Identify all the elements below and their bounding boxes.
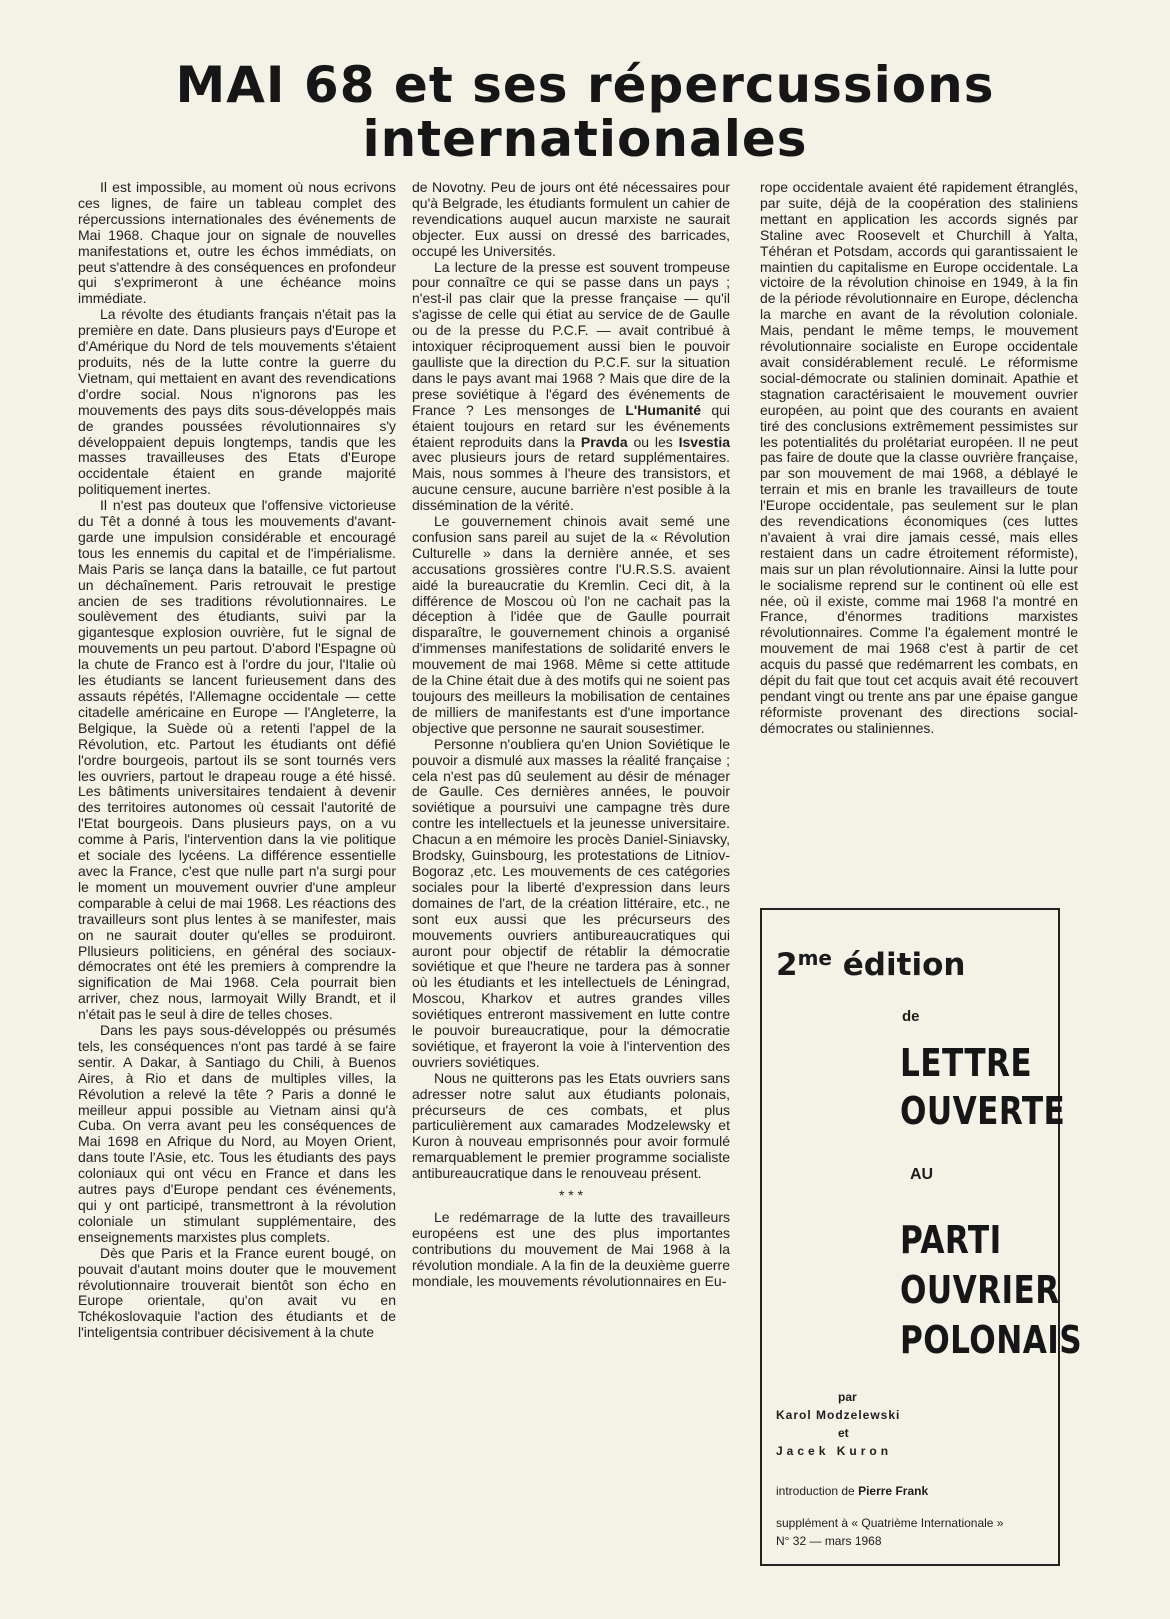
- paragraph: La révolte des étudiants français n'était pas la première en date. Dans plusieurs pays d'Europe et d'Amérique du Nord de tels mouvements s'étaient produits, nés de la lutte contre la guerre du Vietnam, qui mettaient en avant des revendications d'ordre social. Nous n'ignorons pas les mouvements des pays dits sous-développés mais de grandes poussées révolutionnaires s'y développaient depuis longtemps, tandis que les masses travailleuses des Etats d'Europe occidentale étaient en grande majorité politiquement inertes.: [78, 306, 396, 498]
- column-3: [760, 180, 1078, 737]
- text: qui étaient toujours en retard sur les événements étaient reproduits dans la: [412, 401, 730, 450]
- text: ou les: [633, 433, 673, 450]
- book-title-line: LETTRE: [900, 1041, 1033, 1085]
- connector-word: de: [902, 1008, 920, 1025]
- paragraph: de Novotny. Peu de jours ont été nécessaires pour qu'à Belgrade, les étudiants formulent un cahier de revendications auquel aucun marxiste ne saurait objecter. Eux aussi on dressé des barricades, occupé les Universités.: [412, 179, 730, 259]
- paragraph: Il est impossible, au moment où nous ecrivons ces lignes, de faire un tableau complet des répercussions internationales des événements de Mai 1968. Chaque jour on signale de nouvelles manifestations et, outre les échos immédiats, on peut s'attendre à des conséquences en profondeur qui s'exprimeront à une échéance moins immédiate.: [78, 179, 396, 307]
- edition-suffix: me: [797, 946, 832, 970]
- intro-label: introduction de: [776, 1484, 855, 1498]
- paragraph: [412, 260, 730, 515]
- newspaper-name: Isvestia: [678, 433, 730, 450]
- book-title-line: OUVERTE: [900, 1089, 1066, 1133]
- article-title: [60, 58, 1110, 166]
- paragraph: Le redémarrage de la lutte des travailleurs européens est une des plus importantes contributions du mouvement de Mai 1968 à la révolution mondiale. A la fin de la deuxième guerre mondiale, les mouvements révolutionnaires en Eu-: [412, 1209, 730, 1289]
- advertisement-box: [760, 908, 1083, 1566]
- issue-number: N° 32 — mars 1968: [776, 1534, 882, 1548]
- paragraph: Le gouvernement chinois avait semé une confusion sans pareil au sujet de la « Révolution Culturelle » dans la dernière année, et ses accusations grossières contre l'U.R.S.S. avaient aidé la bureaucratie du Kremlin. Ceci dit, à la différence de Moscou où l'on ne cachait pas la déception à l'idée que de Gaulle pourrait disparaître, le gouvernement chinois a organisé d'immenses manifestations de solidarité envers le mouvement de mai 1968. Même si cette attitude de la Chine était due à des motifs qui ne soient pas toujours des meilleurs la mobilisation de centaines de milliers de manifestants est d'une importance objective que personne ne saurait sousestimer.: [412, 513, 730, 736]
- text: avec plusieurs jours de retard supplémentaires. Mais, nous sommes à l'heure des transistors, et aucune censure, aucune barrière n'est posible à la dissémination de la vérité.: [412, 449, 730, 514]
- connector-word: AU: [910, 1166, 934, 1183]
- edition-heading: [776, 946, 965, 983]
- intro-author: Pierre Frank: [858, 1484, 929, 1498]
- supplement-note: supplément à « Quatrième Internationale »: [776, 1516, 1004, 1530]
- newspaper-name: L'Humanité: [625, 401, 702, 418]
- edition-word: édition: [842, 947, 966, 983]
- by-label: par: [838, 1390, 857, 1404]
- paragraph: rope occidentale avaient été rapidement étranglés, par suite, déjà de la coopération des staliniens mettant en application les accords signés par Staline avec Roosevelt et Churchill à Yalta, Téhéran et Potsdam, accords qui garantissaient le maintien du capitalisme en Europe occidentale. La victoire de la révolution chinoise en 1949, à la fin de la période révolutionnaire en Europe, déclencha la marche en avant de la révolution coloniale. Mais, pendant le même temps, le mouvement révolutionnaire socialiste en Europe occidentale avait considérablement reculé. Le réformisme social-démocrate ou stalinien dominait. Apathie et stagnation caractérisaient le mouvement ouvrier européen, au point que des courants en avaient tiré des conclusions extrêmement pessimistes sur les potentialités du prolétariat européen. Il ne peut pas faire de doute que la classe ouvrière française, par son mouvement de mai 1968, a déblayé le terrain et mis en branle les travailleurs de toute l'Europe occidentale, pas seulement sur le plan des revendications économiques (ces luttes n'avaient à vrai dire jamais cessé, mais elles restaient dans un cadre étroitement réformiste), mais sur un plan révolutionnaire. Ainsi la lutte pour le socialisme reprend sur le continent où elle est née, où il existe, comme mai 1968 l'a montré en France, d'énormes traditions marxistes révolutionnaires. Comme l'a également montré le mouvement de mai 1968 c'est à partir de cet acquis du passé que redémarrent les combats, en dépit du fait que tout cet acquis avait été recouvert pendant vingt ou trente ans par une épaise gangue réformiste provenant des directions social-démocrates ou staliniennes.: [760, 179, 1078, 736]
- column-2: [412, 180, 730, 1290]
- newspaper-name: Pravda: [580, 433, 628, 450]
- column-1: [78, 180, 396, 1341]
- paragraph: Nous ne quitterons pas les Etats ouvriers sans adresser notre salut aux étudiants polonais, précurseurs de ces combats, et plus particulièrement aux camarades Modzelewsky et Kuron à nouveau emprisonnés pour avoir formulé remarquablement le premier programme socialiste antibureaucratique dans le renouveau présent.: [412, 1069, 730, 1182]
- section-separator: * * *: [558, 1187, 584, 1204]
- paragraph: Dans les pays sous-développés ou présumés tels, les conséquences n'ont pas tardé à se faire sentir. A Dakar, à Santiago du Chili, à Buenos Aires, à Rio et dans de multiples villes, la Révolution a relevé la tête ? Paris a donné le meilleur appui possible au Vietnam ainsi qu'à Cuba. On verra avant peu les conséquences de Mai 1698 en Afrique du Nord, au Moyen Orient, dans toute l'Asie, etc. Tous les étudiants des pays coloniaux qui ont vécu en France et dans les autres pays d'Europe pendant ces événements, qui y ont participé, transmettront à la révolution coloniale un stimulant supplémentaire, des enseignements marxistes plus complets.: [78, 1022, 396, 1245]
- paragraph: Il n'est pas douteux que l'offensive victorieuse du Têt a donné à tous les mouvements d'avant-garde une impulsion considérable et encouragé tous les ennemis du capital et de l'impérialisme. Mais Paris se lança dans la bataille, ce fut partout un déchaînement. Paris retrouvait le prestige ancien de ses traditions révolutionnaires. Le soulèvement des étudiants, suivi par la gigantesque explosion ouvrière, fut le signal de mouvements un peu partout. D'abord l'Espagne où la chute de Franco est à l'ordre du jour, l'Italie où les étudiants se lancent furieusement dans des assauts répétés, l'Allemagne occidentale — cette citadelle américaine en Europe — l'Angleterre, la Belgique, la Suède où a retenti l'appel de la Révolution, etc. Partout les étudiants ont défié l'ordre bourgeois, partout ils se sont tournés vers les ouvriers, partout le drapeau rouge a été hissé. Les bâtiments universitaires tendaient à devenir des territoires autonomes où cessait l'autorité de l'Etat bourgeois. Dans plusieurs pays, on a vu comme à Paris, l'intervention dans la vie politique et sociale des lycéens. La différence essentielle avec la France, c'est que nulle part n'a surgi pour le moment un mouvement ouvrier d'une ampleur comparable à celui de mai 1968. Les réactions des travailleurs sont plus lentes à se manifester, mais on ne saurait douter qu'elles se produiront. Pllusieurs politiciens, en général des sociaux-démocrates ont été les premiers à comprendre la signification de Mai 1968. Cela pourrait bien arriver, chez nous, larmoyait Willy Brandt, et il n'était pas le seul à dire de telles choses.: [78, 497, 396, 1023]
- introduction-credit: [776, 1484, 928, 1498]
- author-name: Karol Modzelewski: [776, 1408, 901, 1422]
- paragraph: Personne n'oubliera qu'en Union Soviétique le pouvoir a dismulé aux masses la réalité française ; cela n'est pas dû seulement au désir de ménager de Gaulle. Ces dernières années, le pouvoir soviétique a poursuivi une campagne très dure contre les intellectuels et la jeunesse universitaire. Chacun a en mémoire les procès Daniel-Siniavsky, Brodsky, Guinsbourg, les protestations de Litniov-Bogoraz ,etc. Les mouvements de ces catégories sociales pour la liberté d'expression dans leurs domaines de l'art, de la création littéraire, etc., ne sont eux aussi que les précurseurs des mouvements ouvriers antibureaucratiques qui auront pour objectif de rétablir la démocratie soviétique et que l'heure ne tardera pas à sonner où les étudiants et les intellectuels de Léningrad, Moscou, Kharkov et autres grandes villes soviétiques entreront massivement en lutte contre le pouvoir bureaucratique, pour la démocratie soviétique, et frayeront la voie à l'intervention des ouvriers soviétiques.: [412, 735, 730, 1070]
- book-title-line: PARTI: [900, 1218, 1002, 1262]
- paragraph: Dès que Paris et la France eurent bougé, on pouvait d'autant moins douter que le mouvement révolutionnaire trouverait bientôt son écho en Europe orientale, qu'on avait vu en Tchékoslovaquie l'action des étudiants et de l'inteligentsia contribuer décisivement à la chute: [78, 1244, 396, 1341]
- edition-number: 2: [776, 947, 798, 983]
- book-title-line: POLONAIS: [900, 1318, 1083, 1362]
- author-name: Jacek Kuron: [776, 1444, 893, 1458]
- title-line-2: internationales: [362, 110, 808, 168]
- book-title-line: OUVRIER: [900, 1268, 1060, 1312]
- and-label: et: [838, 1426, 849, 1440]
- title-line-1: MAI 68 et ses répercussions: [175, 56, 995, 114]
- text: La lecture de la presse est souvent trompeuse pour connaître ce qui se passe dans un pays ; n'est-il pas clair que la presse française — qu'il s'agisse de celle qui étiat au service de de Gaulle ou de la presse du P.C.F. — avait contribué à intoxiquer réciproquement aussi bien le pouvoir gaulliste que la direction du P.C.F. sur la situation dans le pays avant mai 1968 ? Mais que dire de la prese soviétique à l'égard des événements de France ? Les mensonges de: [412, 258, 730, 418]
